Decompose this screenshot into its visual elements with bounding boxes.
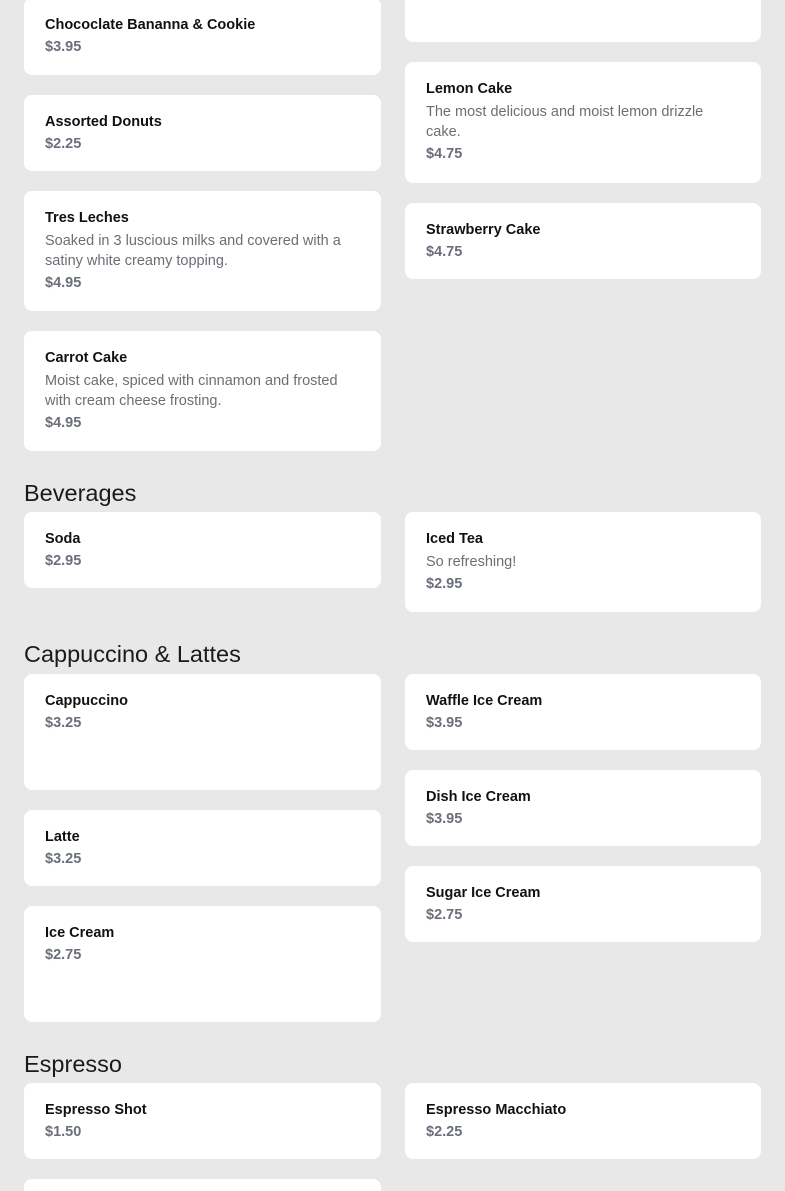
item-price: $3.95	[426, 715, 463, 731]
item-price: $2.75	[426, 907, 463, 923]
menu-item-card[interactable]	[24, 1083, 381, 1159]
item-name: Sugar Ice Cream	[426, 885, 541, 901]
menu-item-card-partial[interactable]	[24, 1179, 381, 1191]
item-price: $4.75	[426, 146, 463, 162]
menu-item-card[interactable]	[405, 1083, 761, 1159]
section-title-beverages: Beverages	[24, 480, 137, 506]
item-name: Dish Ice Cream	[426, 789, 531, 805]
item-price: $3.25	[45, 851, 82, 867]
item-price: $4.75	[426, 244, 463, 260]
item-price: $3.95	[45, 39, 82, 55]
menu-item-card[interactable]	[24, 331, 381, 451]
menu-item-card[interactable]	[24, 906, 381, 1022]
menu-item-card[interactable]	[405, 770, 761, 846]
menu-item-card[interactable]	[24, 810, 381, 886]
item-name: Iced Tea	[426, 531, 483, 547]
item-price: $1.50	[45, 1124, 82, 1140]
item-price: $2.25	[426, 1124, 463, 1140]
item-name: Cappuccino	[45, 693, 128, 709]
item-description: Soaked in 3 luscious milks and covered with a satiny white creamy topping.	[45, 233, 341, 269]
menu-item-card[interactable]	[24, 512, 381, 588]
item-description: So refreshing!	[426, 554, 517, 570]
item-name: Waffle Ice Cream	[426, 693, 543, 709]
item-price: $2.95	[45, 553, 82, 569]
item-name: Soda	[45, 531, 81, 547]
section-title-espresso: Espresso	[24, 1051, 122, 1077]
item-name: Chococlate Bananna & Cookie	[45, 17, 256, 33]
menu-item-card[interactable]	[24, 191, 381, 311]
section-title-cappuccino-lattes: Cappuccino & Lattes	[24, 641, 241, 667]
menu-item-card[interactable]	[405, 62, 761, 183]
menu-item-card[interactable]	[24, 0, 381, 75]
item-name: Tres Leches	[45, 210, 129, 226]
menu-item-card[interactable]	[24, 674, 381, 790]
menu-item-card[interactable]	[24, 95, 381, 171]
item-price: $2.75	[45, 947, 82, 963]
menu-item-card[interactable]	[405, 866, 761, 942]
item-price: $4.95	[45, 415, 82, 431]
item-description: The most delicious and moist lemon drizzle cake.	[426, 104, 704, 140]
menu-item-card[interactable]	[405, 203, 761, 279]
item-description: Moist cake, spiced with cinnamon and frosted with cream cheese frosting.	[45, 373, 338, 409]
item-name: Ice Cream	[45, 925, 115, 941]
item-name: Assorted Donuts	[45, 114, 162, 130]
item-name: Latte	[45, 829, 80, 845]
menu-item-card[interactable]	[405, 512, 761, 612]
item-price: $3.95	[426, 811, 463, 827]
item-price: $2.25	[45, 136, 82, 152]
item-name: Espresso Macchiato	[426, 1102, 567, 1118]
menu-item-card-partial[interactable]	[405, 0, 761, 42]
item-name: Carrot Cake	[45, 350, 128, 366]
menu-item-card[interactable]	[405, 674, 761, 750]
item-name: Espresso Shot	[45, 1102, 147, 1118]
item-price: $4.95	[45, 275, 82, 291]
item-price: $2.95	[426, 576, 463, 592]
item-name: Strawberry Cake	[426, 222, 541, 238]
item-price: $3.25	[45, 715, 82, 731]
item-name: Lemon Cake	[426, 81, 513, 97]
